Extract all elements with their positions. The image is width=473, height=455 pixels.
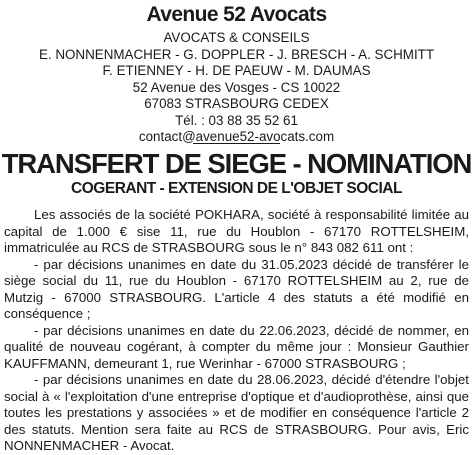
address-city: 67083 STRASBOURG CEDEX xyxy=(144,96,329,111)
partners-line-1: E. NONNENMACHER - G. DOPPLER - J. BRESCH - A. SCHMITT xyxy=(38,46,435,62)
firm-contact-block xyxy=(0,30,473,146)
firm-tagline: AVOCATS & CONSEILS xyxy=(163,30,310,45)
notice-paragraph-object-extension: - par décisions unanimes en date du 28.06.2023, décidé d'étendre l'objet social à « l'exploitation d'une entreprise d'optique et d'audioprothèse, ainsi que toutes les prestations y associées » et de modifier en conséquence l'article 2 des statuts. Mention sera faite au RCS de STRASBOURG. Pour avis, Eric NONNENMACHER - Avocat. xyxy=(4,372,469,453)
notice-title: TRANSFERT DE SIEGE - NOMINATION xyxy=(1,148,472,179)
partners-line-2: F. ETIENNEY - H. DE PAEUW - M. DAUMAS xyxy=(102,63,371,78)
phone-number: Tél. : 03 88 35 52 61 xyxy=(175,112,298,128)
contact-email: contact@avenue52-avocats.com xyxy=(138,129,335,144)
separator-rule xyxy=(193,143,280,144)
notice-subtitle: COGERANT - EXTENSION DE L'OBJET SOCIAL xyxy=(71,180,402,197)
notice-body xyxy=(4,207,469,455)
firm-name: Avenue 52 Avocats xyxy=(146,3,327,26)
notice-paragraph-transfer: - par décisions unanimes en date du 31.05.2023 décidé de transférer le siège social du 11, rue du Houblon - 67170 ROTTELSHEIM au 2, rue de Mutzig - 67000 STRASBOURG. L'article 4 des statuts a été modifié en conséquence ; xyxy=(4,256,469,321)
notice-paragraph-intro: Les associés de la société POKHARA, société à responsabilité limitée au capital de 1.000 € sise 11, rue du Houblon - 67170 ROTTELSHEIM, immatriculée au RCS de STRASBOURG sous le n° 843 082 611 ont : xyxy=(4,207,469,255)
address-street: 52 Avenue des Vosges - CS 10022 xyxy=(132,79,341,95)
notice-paragraph-nomination: - par décisions unanimes en date du 22.06.2023, décidé de nommer, en qualité de nouveau cogérant, à compter du même jour : Monsieur Gauthier KAUFFMANN, demeurant 1, rue Werinhar - 67000 STRASBOURG ; xyxy=(4,322,469,371)
